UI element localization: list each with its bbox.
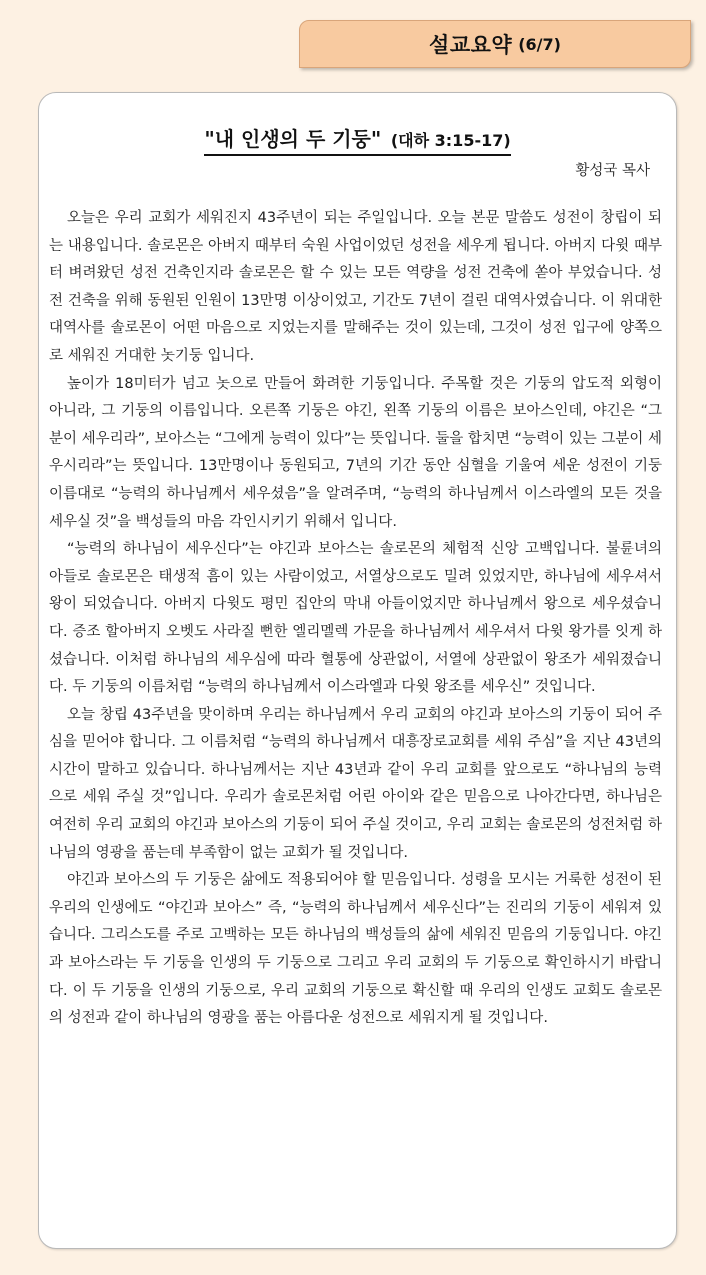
sermon-card: [38, 92, 677, 1249]
page-indicator: (6/7): [518, 34, 561, 54]
paragraph: 오늘은 우리 교회가 세워진지 43주년이 되는 주일입니다. 오늘 본문 말씀도 성전이 창립이 되는 내용입니다. 솔로몬은 아버지 때부터 숙원 사업이었던 성전을 세우게 됩니다. 아버지 다윗 때부터 벼려왔던 성전 건축인지라 솔로몬은 할 수 있는 모든 역량을 성전 건축에 쏟아 부었습니다. 성전 건축을 위해 동원된 인원이 13만명 이상이었고, 기간도 7년이 걸린 대역사였습니다. 이 위대한 대역사를 솔로몬이 어떤 마음으로 지었는지를 말해주는 것이 있는데, 그것이 성전 입구에 양쪽으로 세워진 거대한 놋기둥 입니다.: [49, 210, 662, 364]
author: 황성국 목사: [575, 163, 650, 179]
paragraph: 높이가 18미터가 넘고 놋으로 만들어 화려한 기둥입니다. 주목할 것은 기둥의 압도적 외형이 아니라, 그 기둥의 이름입니다. 오른쪽 기둥은 야긴, 왼쪽 기둥의 이름은 보아스인데, 야긴은 “그분이 세우리라”, 보아스는 “그에게 능력이 있다”는 뜻입니다. 둘을 합치면 “능력이 있는 그분이 세우시리라”는 뜻입니다. 13만명이나 동원되고, 7년의 기간 동안 심혈을 기울여 세운 성전이 기둥 이름대로 “능력의 하나님께서 세우셨음”을 알려주며, “능력의 하나님께서 이스라엘의 모든 것을 세우실 것”을 백성들의 마음 각인시키기 위해서 입니다.: [49, 375, 662, 530]
section-title: 설교요약: [429, 33, 513, 57]
section-header-tab: [299, 20, 691, 68]
sermon-title-main: "내 인생의 두 기둥": [204, 127, 382, 151]
sermon-body: [49, 205, 662, 1033]
paragraph: “능력의 하나님이 세우신다”는 야긴과 보아스는 솔로몬의 체험적 신앙 고백입니다. 불륜녀의 아들로 솔로몬은 태생적 흠이 있는 사람이었고, 서열상으로도 밀려 있었지만, 하나님에 세우셔서 왕이 되었습니다. 아버지 다윗도 평민 집안의 막내 아들이었지만 하나님께서 왕으로 세우셨습니다. 증조 할아버지 오벳도 사라질 뻔한 엘리멜렉 가문을 하나님께서 세우셔서 다윗 왕가를 잇게 하셨습니다. 이처럼 하나님의 세우심에 따라 혈통에 상관없이, 서열에 상관없이 왕조가 세워졌습니다. 두 기둥의 이름처럼 “능력의 하나님께서 이스라엘과 다윗 왕조를 세우신” 것입니다.: [49, 541, 662, 696]
paragraph: 오늘 창립 43주년을 맞이하며 우리는 하나님께서 우리 교회의 야긴과 보아스의 기둥이 되어 주심을 믿어야 합니다. 그 이름처럼 “능력의 하나님께서 대흥장로교회를 세워 주심”을 지난 43년의 시간이 말하고 있습니다. 하나님께서는 지난 43년과 같이 우리 교회를 앞으로도 “하나님의 능력으로 세워 주실 것”입니다. 우리가 솔로몬처럼 어린 아이와 같은 믿음으로 나아간다면, 하나님은 여전히 우리 교회의 야긴과 보아스의 기둥이 되어 주실 것이고, 우리 교회는 솔로몬의 성전처럼 하나님의 영광을 품는데 부족함이 없는 교회가 될 것입니다.: [49, 706, 662, 861]
scripture-reference: (대하 3:15-17): [390, 131, 511, 150]
sermon-title-line: [39, 123, 676, 156]
sermon-title: [204, 123, 510, 156]
paragraph: 야긴과 보아스의 두 기둥은 삶에도 적용되어야 할 믿음입니다. 성령을 모시는 거룩한 성전이 된 우리의 인생에도 “야긴과 보아스” 즉, “능력의 하나님께서 세우신다”는 진리의 기둥이 세워져 있습니다. 그리스도를 주로 고백하는 모든 하나님의 백성들의 삶에 세워진 믿음의 기둥입니다. 야긴과 보아스라는 두 기둥을 인생의 두 기둥으로 그리고 우리 교회의 두 기둥으로 확인하시기 바랍니다. 이 두 기둥을 인생의 기둥으로, 우리 교회의 기둥으로 확신할 때 우리의 인생도 교회도 솔로몬의 성전과 같이 하나님의 영광을 품는 아름다운 성전으로 세워지게 될 것입니다.: [49, 872, 662, 1027]
